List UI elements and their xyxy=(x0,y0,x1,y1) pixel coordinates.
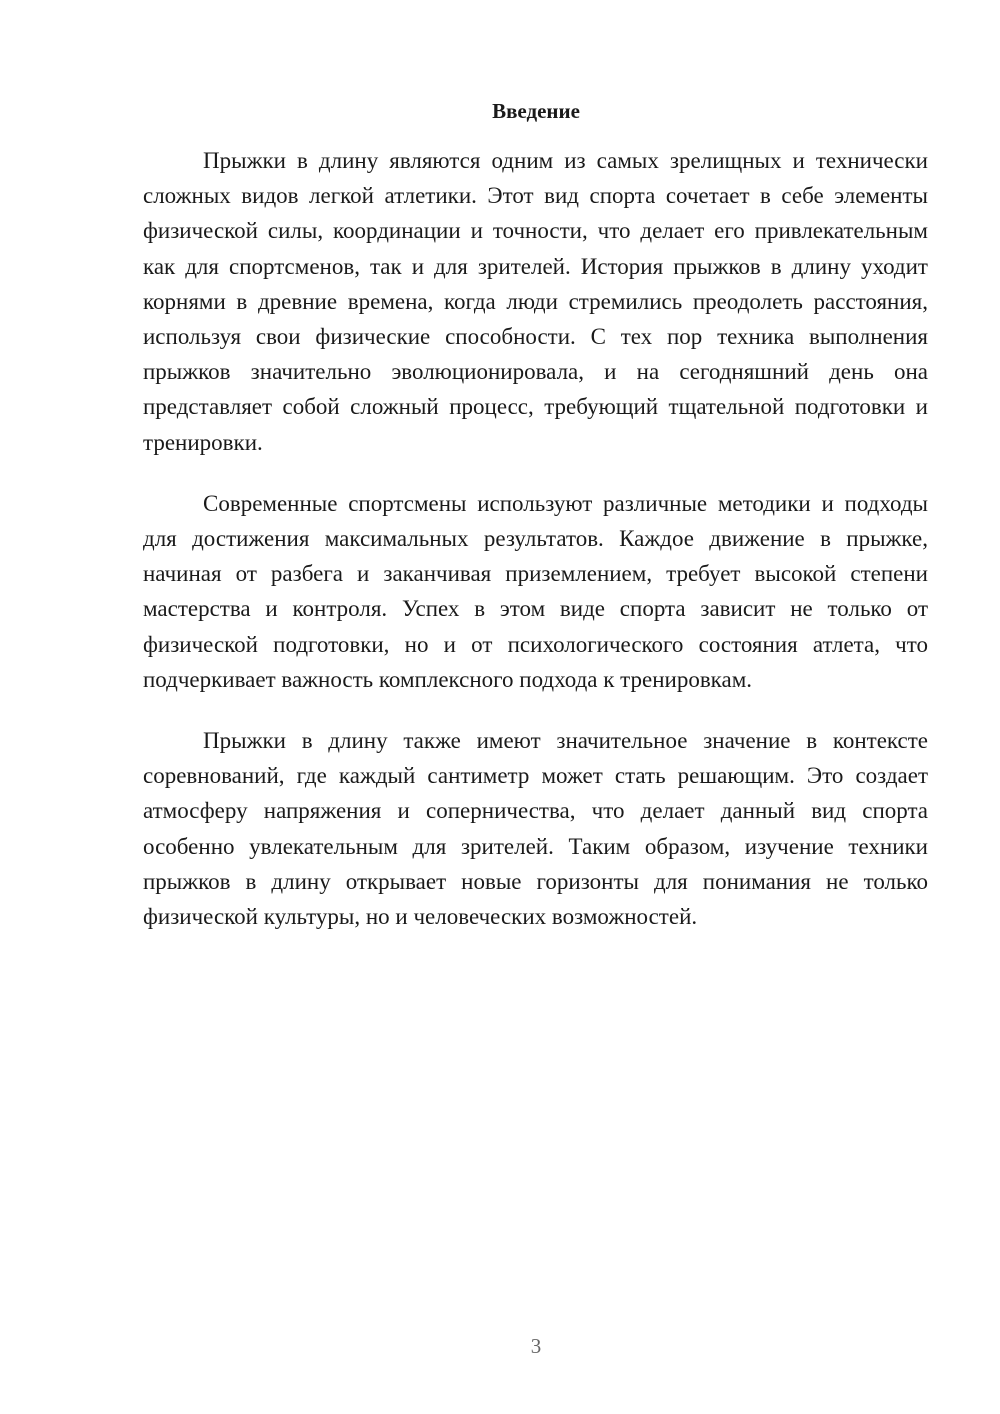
section-title: Введение xyxy=(492,99,580,123)
paragraph-1: Прыжки в длину являются одним из самых зрелищных и технически сложных видов легкой атлетики. Этот вид спорта сочетает в себе элементы физической силы, координации и точности, что делает его привлекательным как для спортсменов, так и для зрителей. История прыжков в длину уходит корнями в древние времена, когда люди стремились преодолеть расстояния, используя свои физические способности. С тех пор техника выполнения прыжков значительно эволюционировала, и на сегодняшний день она представляет собой сложный процесс, требующий тщательной подготовки и тренировки. xyxy=(143,148,928,455)
page-number: 3 xyxy=(530,1334,542,1358)
body-text xyxy=(143,143,928,960)
paragraph-3: Прыжки в длину также имеют значительное значение в контексте соревнований, где каждый сантиметр может стать решающим. Это создает атмосферу напряжения и соперничества, что делает данный вид спорта особенно увлекательным для зрителей. Таким образом, изучение техники прыжков в длину открывает новые горизонты для понимания не только физической культуры, но и человеческих возможностей. xyxy=(143,728,928,930)
paragraph-2: Современные спортсмены используют различные методики и подходы для достижения максимальных результатов. Каждое движение в прыжке, начиная от разбега и заканчивая приземлением, требует высокой степени мастерства и контроля. Успех в этом виде спорта зависит не только от физической подготовки, но и от психологического состояния атлета, что подчеркивает важность комплексного подхода к тренировкам. xyxy=(143,490,928,692)
